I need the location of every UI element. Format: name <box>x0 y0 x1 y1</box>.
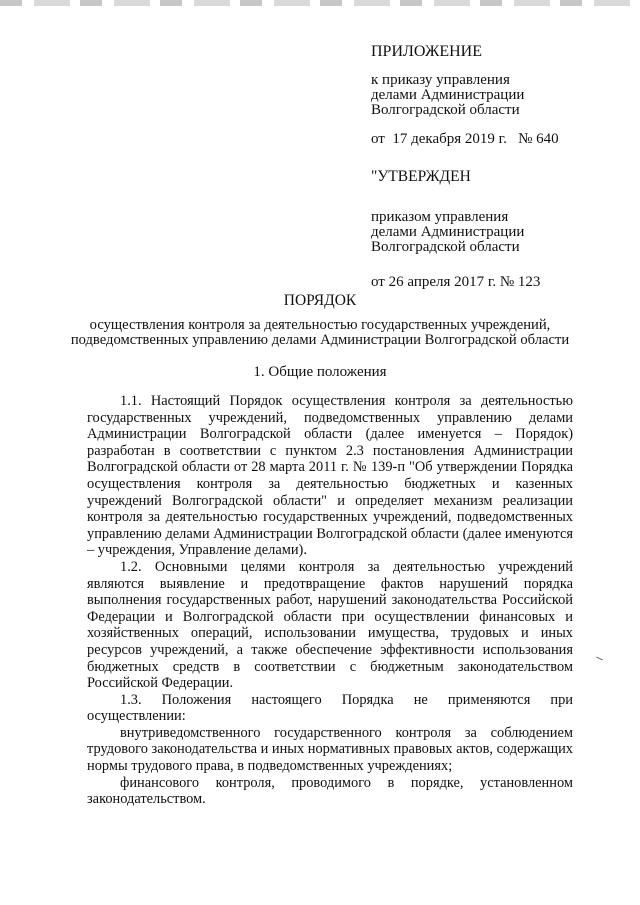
paragraph: 1.2. Основными целями контроля за деятельностью учреждений являются выявление и предотвращение фактов нарушений порядка выполнения государственных работ, нарушений законодательства Российской Федерации и Волгоградской области при осуществлении финансовых и хозяйственных операций, использовании имущества, трудовых и иных ресурсов учреждений, а также обеспечение эффективности использования бюджетных средств в соответствии с бюджетным законодательством Российской Федерации. <box>87 558 573 692</box>
subtitle-line: осуществления контроля за деятельностью государственных учреждений, <box>89 317 551 333</box>
appendix-ref-line: делами Администрации <box>371 87 525 103</box>
paragraph: 1.3. Положения настоящего Порядка не применяются при осуществлении: <box>87 691 573 725</box>
approved-date: от 26 апреля 2017 г. № 123 <box>371 274 541 290</box>
appendix-ref-line: к приказу управления <box>371 72 510 88</box>
approved-line: Волгоградской области <box>371 239 520 255</box>
section-heading: 1. Общие положения <box>253 364 387 380</box>
paragraph: внутриведомственного государственного контроля за соблюдением трудового законодательства и иных нормативных правовых актов, содержащих нормы трудового права, в подведомственных учреждениях; <box>87 724 573 775</box>
document-subtitle <box>0 318 640 348</box>
scan-artifact-top <box>0 0 640 6</box>
approved-line: делами Администрации <box>371 224 525 240</box>
appendix-block <box>371 44 631 290</box>
approved-heading: "УТВЕРЖДЕН <box>371 168 471 185</box>
paragraph: 1.1. Настоящий Порядок осуществления контроля за деятельностью государственных учреждений, подведомственных управлению делами Администрации Волгоградской области (далее именуется – Порядок) разработан в соответствии с пунктом 2.3 постановления Администрации Волгоградской области от 28 марта 2011 г. № 139-п "Об утверждении Порядка осуществления контроля за деятельностью бюджетных и казенных учреждений Волгоградской области" и определяет механизм реализации контроля за деятельностью государственных учреждений, подведомственных управлению делами Администрации Волгоградской области (далее именуются – учреждения, Управление делами). <box>87 393 573 559</box>
scan-mark <box>596 657 603 661</box>
paragraph: финансового контроля, проводимого в порядке, установленном законодательством. <box>87 774 573 808</box>
document-title: ПОРЯДОК <box>283 292 357 309</box>
appendix-heading: ПРИЛОЖЕНИЕ <box>371 43 483 60</box>
subtitle-line: подведомственных управлению делами Администрации Волгоградской области <box>70 332 570 348</box>
appendix-date: от 17 декабря 2019 г. № 640 <box>371 131 559 147</box>
appendix-ref-line: Волгоградской области <box>371 102 520 118</box>
approved-line: приказом управления <box>371 209 509 225</box>
document-body <box>87 393 573 808</box>
